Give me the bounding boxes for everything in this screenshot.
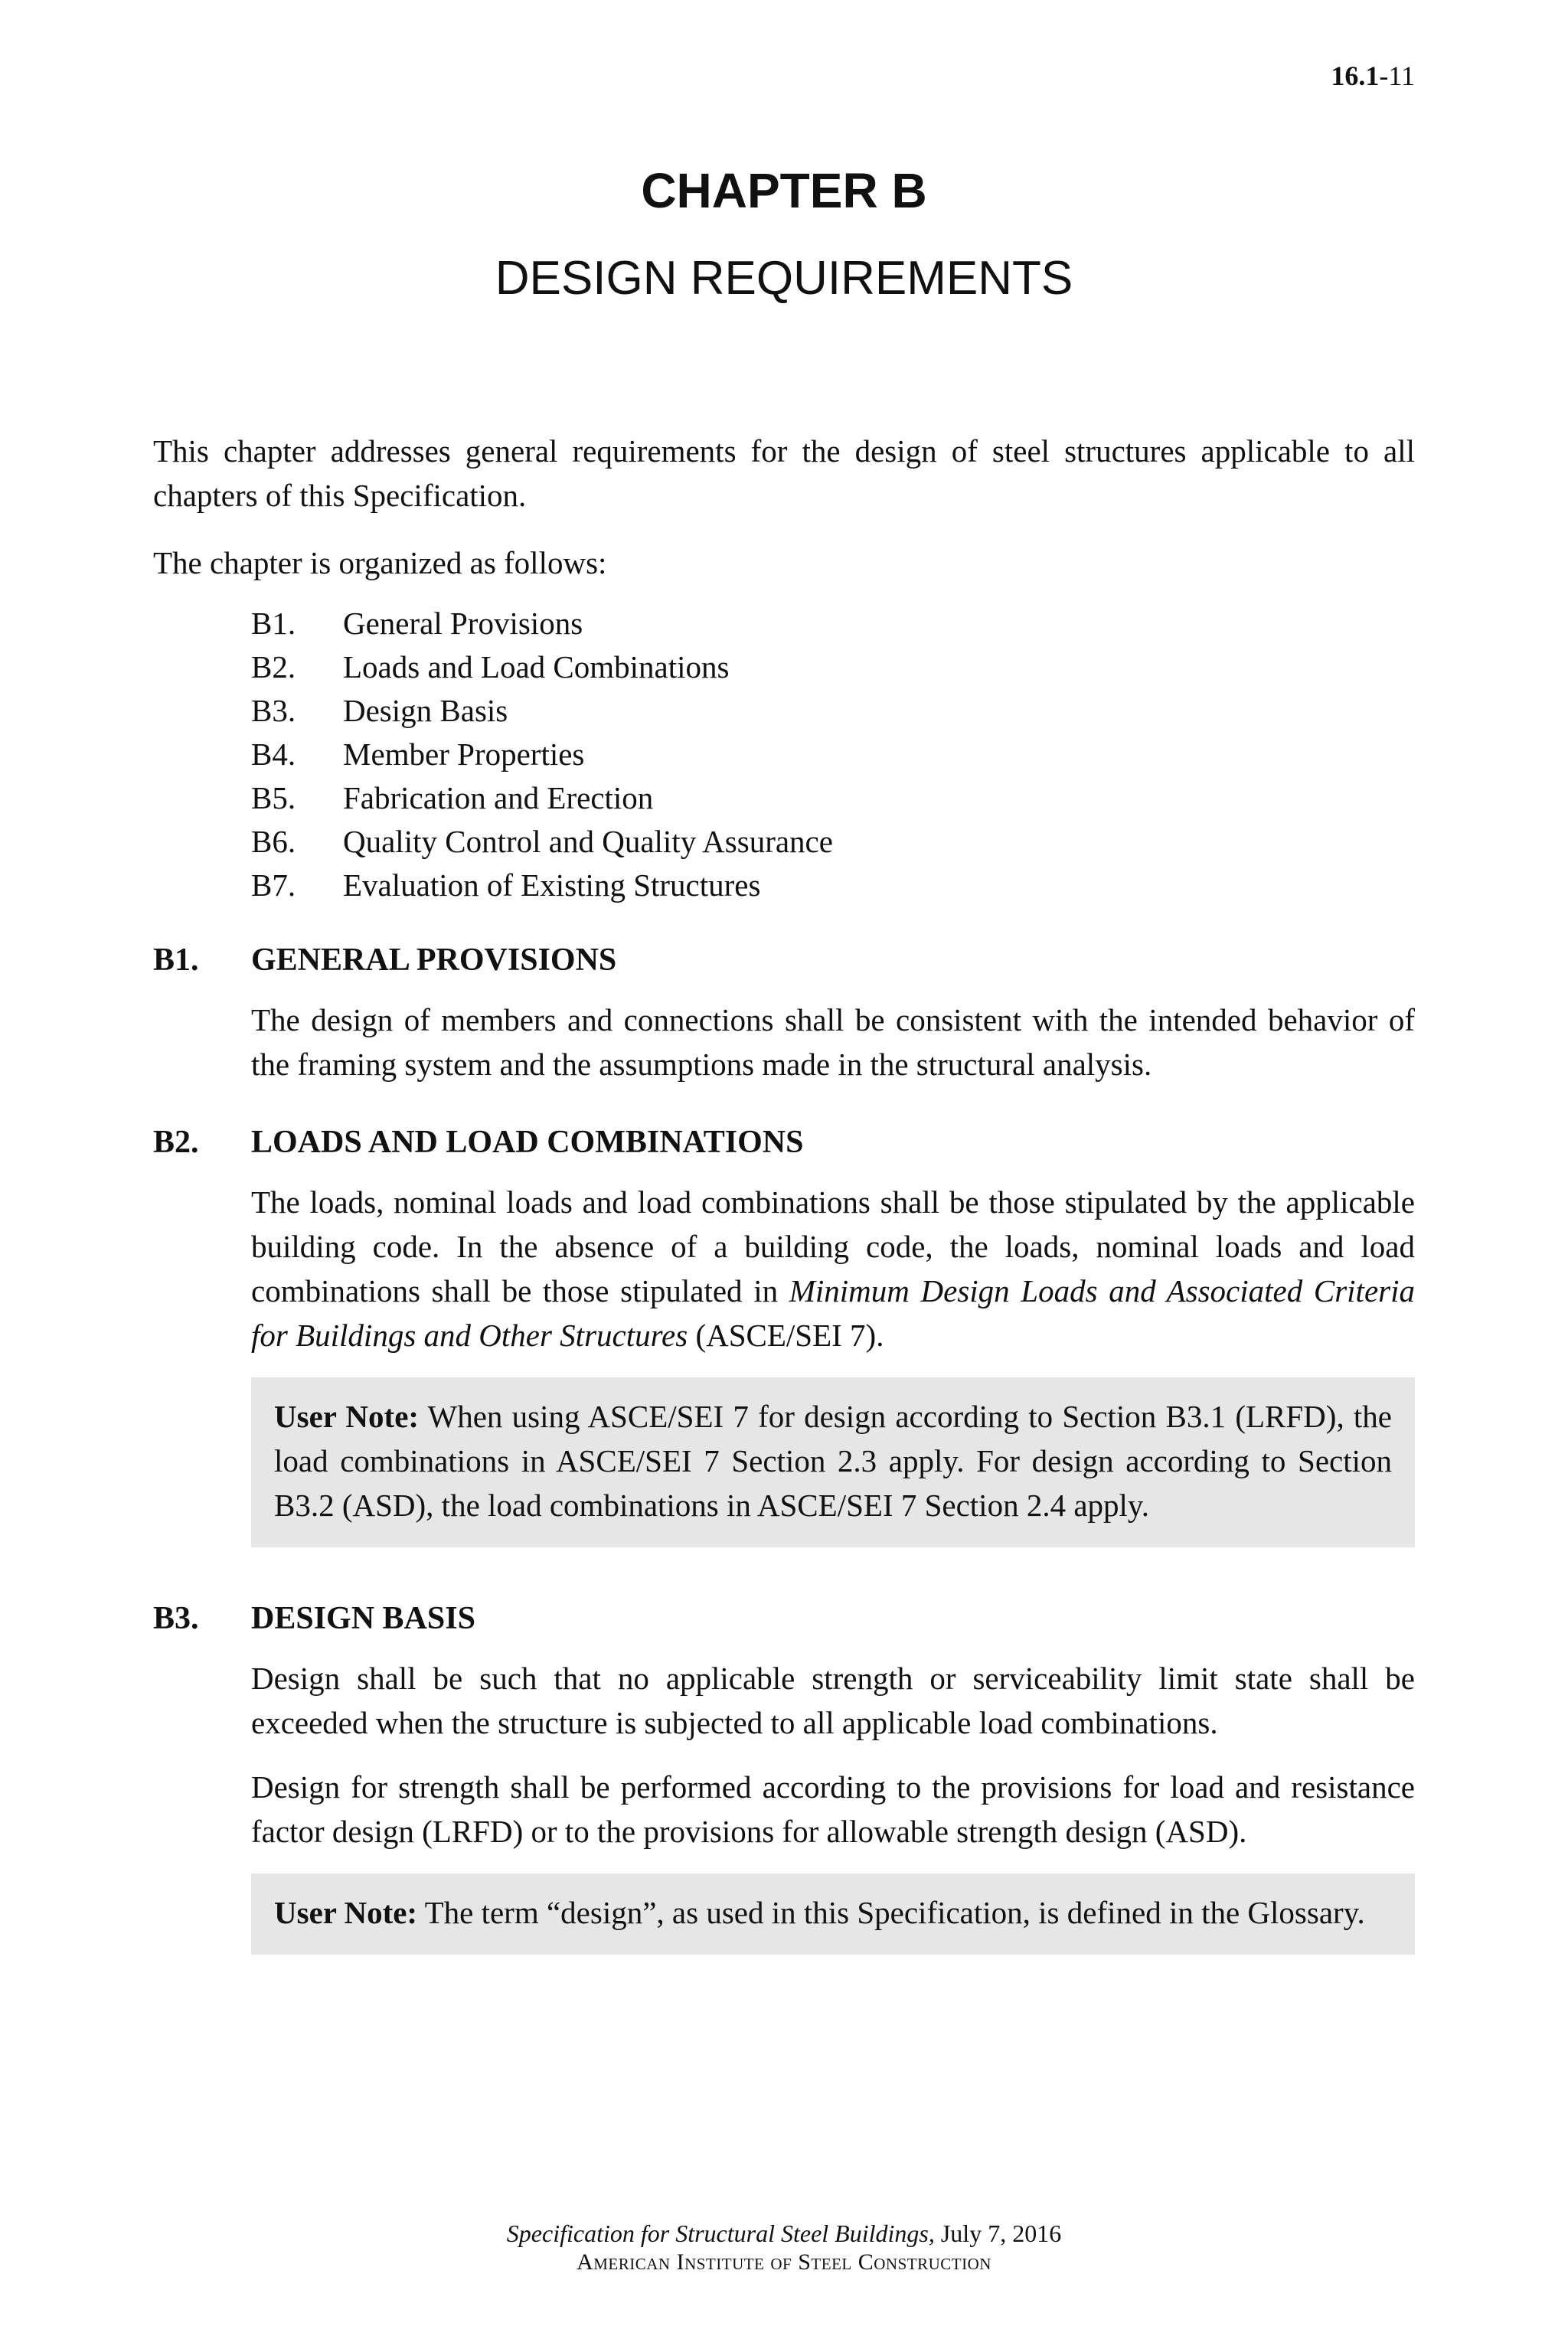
outline-item-code: B3. — [251, 693, 296, 728]
footer-date: July 7, 2016 — [934, 2220, 1062, 2247]
outline-item — [251, 864, 1415, 907]
intro-paragraph-1: This chapter addresses general requirements for the design of steel structures applicable to all chapters of this Specification. — [153, 433, 1415, 513]
outline-item-title: Design Basis — [343, 693, 508, 728]
section-b1 — [153, 938, 1415, 1086]
page-number-prefix: 16.1 — [1331, 60, 1380, 91]
section-b3 — [153, 1596, 1415, 1955]
outline-item-title: Member Properties — [343, 737, 585, 772]
section-heading-b2 — [153, 1120, 1415, 1165]
section-title: GENERAL PROVISIONS — [251, 942, 617, 978]
outline-item — [251, 689, 1415, 733]
user-note-label: User Note: — [274, 1399, 420, 1434]
outline-item-title: Quality Control and Quality Assurance — [343, 824, 833, 859]
outline-item-code: B4. — [251, 737, 296, 772]
section-number: B2. — [153, 1125, 199, 1160]
chapter-heading: CHAPTER B — [641, 163, 927, 218]
section-heading-b1 — [153, 938, 1415, 982]
intro-paragraph-2: The chapter is organized as follows: — [153, 545, 607, 580]
outline-item-title: General Provisions — [343, 606, 583, 641]
chapter-subheading: DESIGN REQUIREMENTS — [495, 252, 1073, 305]
page-number-suffix: -11 — [1379, 60, 1415, 91]
section-b2 — [153, 1120, 1415, 1547]
outline-item-code: B7. — [251, 867, 296, 903]
page-content — [153, 429, 1415, 2004]
outline-item — [251, 602, 1415, 645]
paragraph-text: (ASCE/SEI 7). — [688, 1318, 884, 1353]
user-note-label: User Note: — [274, 1895, 418, 1930]
section-paragraph — [251, 1180, 1415, 1357]
footer-organization: American Institute of Steel Construction — [577, 2249, 991, 2275]
outline-item-title: Evaluation of Existing Structures — [343, 867, 761, 903]
section-number: B1. — [153, 942, 199, 978]
user-note-text: When using ASCE/SEI 7 for design according to Section B3.1 (LRFD), the load combinations in ASCE/SEI 7 Section 2.3 apply. For design according to Section B3.2 (ASD), the load combinations in ASCE/SEI 7 Section 2.4 apply. — [274, 1399, 1392, 1523]
chapter-outline-list — [153, 602, 1415, 907]
user-note-text: The term “design”, as used in this Specification, is defined in the Glossary. — [417, 1895, 1365, 1930]
page-number — [1331, 60, 1415, 92]
outline-item-code: B6. — [251, 824, 296, 859]
outline-item-code: B1. — [251, 606, 296, 641]
page-footer — [0, 2219, 1568, 2277]
section-paragraph: Design for strength shall be performed according to the provisions for load and resistance factor design (LRFD) or to the provisions for allowable strength design (ASD). — [251, 1769, 1415, 1849]
outline-item-code: B5. — [251, 780, 296, 815]
section-paragraph: The design of members and connections shall be consistent with the intended behavior of the framing system and the assumptions made in the structural analysis. — [251, 1002, 1415, 1082]
paragraph-text: The loads, nominal loads and load combinations shall be those stipulated by the applicable building code. In the absence of a building code, the loads, nominal loads and load combinations shall be those stipulated in — [251, 1184, 1415, 1308]
section-paragraph: Design shall be such that no applicable strength or serviceability limit state shall be exceeded when the structure is subjected to all applicable load combinations. — [251, 1661, 1415, 1740]
outline-item-code: B2. — [251, 649, 296, 684]
outline-item — [251, 645, 1415, 689]
outline-item — [251, 820, 1415, 864]
referenced-standard-title: Minimum Design Loads and Associated Criteria for Buildings and Other Structures — [251, 1273, 1415, 1353]
user-note-box — [251, 1873, 1415, 1955]
user-note-box — [251, 1377, 1415, 1547]
outline-item — [251, 776, 1415, 820]
outline-item-title: Fabrication and Erection — [343, 780, 654, 815]
section-title: DESIGN BASIS — [251, 1601, 475, 1636]
section-number: B3. — [153, 1601, 199, 1636]
section-title: LOADS AND LOAD COMBINATIONS — [251, 1125, 804, 1160]
outline-item — [251, 733, 1415, 776]
footer-spec-title: Specification for Structural Steel Buildings, — [506, 2220, 935, 2247]
outline-item-title: Loads and Load Combinations — [343, 649, 730, 684]
section-heading-b3 — [153, 1596, 1415, 1641]
